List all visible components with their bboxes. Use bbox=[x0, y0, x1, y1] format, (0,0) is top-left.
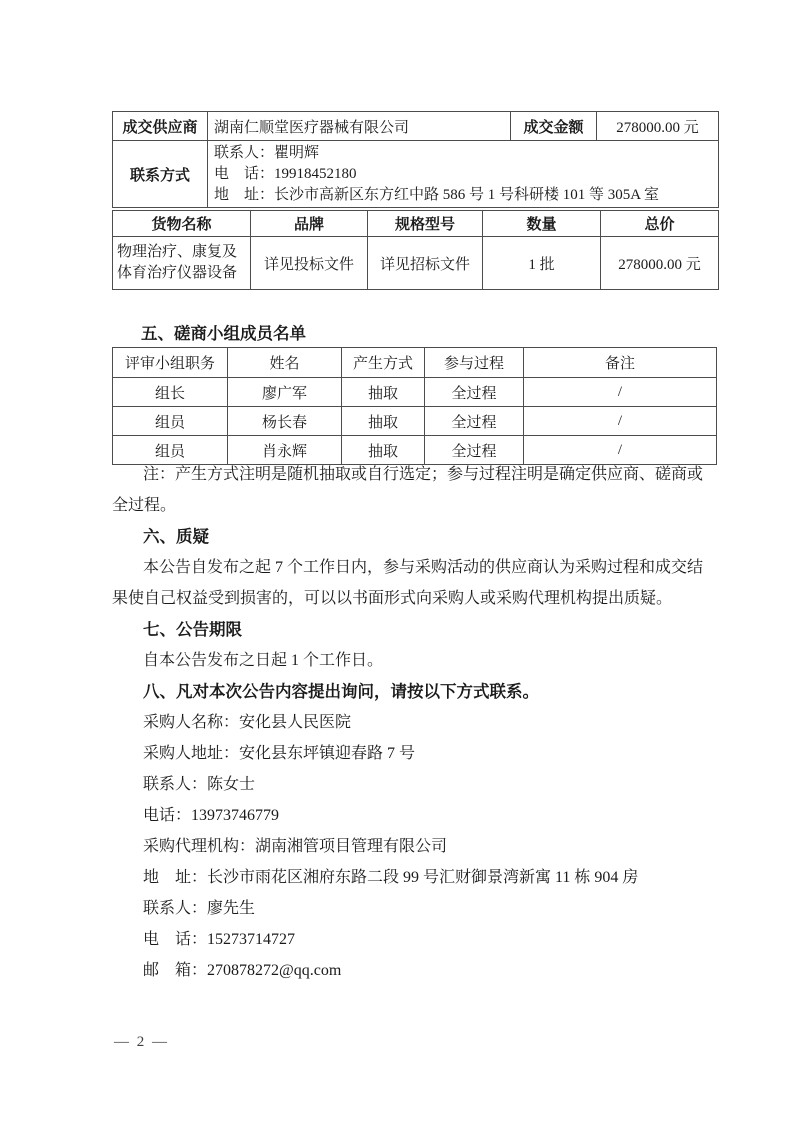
amount-value: 278000.00 元 bbox=[597, 112, 719, 141]
section-eight-heading: 八、凡对本次公告内容提出询问，请按以下方式联系。 bbox=[143, 682, 539, 701]
goods-header-spec: 规格型号 bbox=[368, 211, 483, 237]
contact-address-line: 地 址：长沙市高新区东方红中路 586 号 1 号科研楼 101 等 305A 室 bbox=[214, 186, 660, 203]
member-header-row bbox=[113, 348, 717, 378]
agency-email-line: 邮 箱：270878272@qq.com bbox=[143, 962, 342, 979]
section-six-body-line: 本公告自发布之起 7 个工作日内，参与采购活动的供应商认为采购过程和成交结 bbox=[143, 559, 704, 576]
section-five-heading: 五、磋商小组成员名单 bbox=[141, 324, 306, 343]
contact-method-label: 联系方式 bbox=[113, 141, 208, 208]
supplier-name: 湖南仁顺堂医疗器械有限公司 bbox=[208, 112, 511, 141]
goods-spec-cell: 详见招标文件 bbox=[368, 237, 483, 290]
section-seven-body: 自本公告发布之日起 1 个工作日。 bbox=[143, 652, 384, 669]
purchaser-name-line: 采购人名称：安化县人民医院 bbox=[143, 714, 352, 731]
member-method-cell: 抽取 bbox=[342, 378, 425, 407]
member-process-cell: 全过程 bbox=[425, 378, 524, 407]
supplier-label: 成交供应商 bbox=[113, 112, 208, 141]
member-remark-cell: / bbox=[524, 436, 717, 465]
section-six-heading: 六、质疑 bbox=[143, 527, 209, 546]
award-table bbox=[112, 111, 719, 208]
agency-phone-line: 电 话：15273714727 bbox=[143, 931, 296, 948]
goods-header-name: 货物名称 bbox=[113, 211, 251, 237]
goods-name-cell: 物理治疗、康复及体育治疗仪器设备 bbox=[113, 237, 251, 290]
goods-table bbox=[112, 210, 719, 290]
purchaser-phone-line: 电话：13973746779 bbox=[143, 807, 280, 824]
purchaser-contact-line: 联系人：陈女士 bbox=[143, 776, 256, 793]
purchaser-address-line: 采购人地址：安化县东坪镇迎春路 7 号 bbox=[143, 745, 416, 762]
award-tables-block bbox=[112, 111, 718, 290]
member-note-line: 全过程。 bbox=[112, 497, 177, 514]
member-name-cell: 肖永辉 bbox=[228, 436, 342, 465]
member-header-role: 评审小组职务 bbox=[113, 348, 228, 378]
goods-brand-cell: 详见投标文件 bbox=[251, 237, 368, 290]
member-role-cell: 组长 bbox=[113, 378, 228, 407]
member-table bbox=[112, 347, 717, 465]
member-role-cell: 组员 bbox=[113, 436, 228, 465]
agency-name-line: 采购代理机构：湖南湘管项目管理有限公司 bbox=[143, 838, 448, 855]
member-process-cell: 全过程 bbox=[425, 436, 524, 465]
member-process-cell: 全过程 bbox=[425, 407, 524, 436]
goods-header-brand: 品牌 bbox=[251, 211, 368, 237]
agency-address-line: 地 址：长沙市雨花区湘府东路二段 99 号汇财御景湾新寓 11 栋 904 房 bbox=[143, 869, 639, 886]
member-header-remark: 备注 bbox=[524, 348, 717, 378]
agency-contact-line: 联系人：廖先生 bbox=[143, 900, 256, 917]
amount-label: 成交金额 bbox=[511, 112, 597, 141]
member-note-line: 注：产生方式注明是随机抽取或自行选定；参与过程注明是确定供应商、磋商或 bbox=[143, 466, 704, 483]
goods-header-row bbox=[113, 211, 719, 237]
member-header-process: 参与过程 bbox=[425, 348, 524, 378]
contact-method-cell bbox=[208, 141, 719, 208]
member-remark-cell: / bbox=[524, 378, 717, 407]
member-name-cell: 廖广军 bbox=[228, 378, 342, 407]
table-row bbox=[113, 112, 719, 141]
contact-person-line: 联系人：瞿明辉 bbox=[214, 144, 320, 161]
goods-header-qty: 数量 bbox=[483, 211, 601, 237]
goods-header-total: 总价 bbox=[601, 211, 719, 237]
member-role-cell: 组员 bbox=[113, 407, 228, 436]
member-header-method: 产生方式 bbox=[342, 348, 425, 378]
member-row bbox=[113, 378, 717, 407]
member-header-name: 姓名 bbox=[228, 348, 342, 378]
goods-total-cell: 278000.00 元 bbox=[601, 237, 719, 290]
page-number: — 2 — bbox=[114, 1034, 169, 1050]
member-method-cell: 抽取 bbox=[342, 407, 425, 436]
goods-data-row bbox=[113, 237, 719, 290]
member-method-cell: 抽取 bbox=[342, 436, 425, 465]
contact-phone-line: 电 话：19918452180 bbox=[214, 165, 357, 182]
member-remark-cell: / bbox=[524, 407, 717, 436]
body-text-block bbox=[112, 459, 752, 986]
section-six-body-line: 果使自己权益受到损害的，可以以书面形式向采购人或采购代理机构提出质疑。 bbox=[112, 590, 673, 607]
section-seven-heading: 七、公告期限 bbox=[143, 620, 242, 639]
table-row bbox=[113, 141, 719, 208]
member-row bbox=[113, 407, 717, 436]
member-name-cell: 杨长春 bbox=[228, 407, 342, 436]
goods-qty-cell: 1 批 bbox=[483, 237, 601, 290]
